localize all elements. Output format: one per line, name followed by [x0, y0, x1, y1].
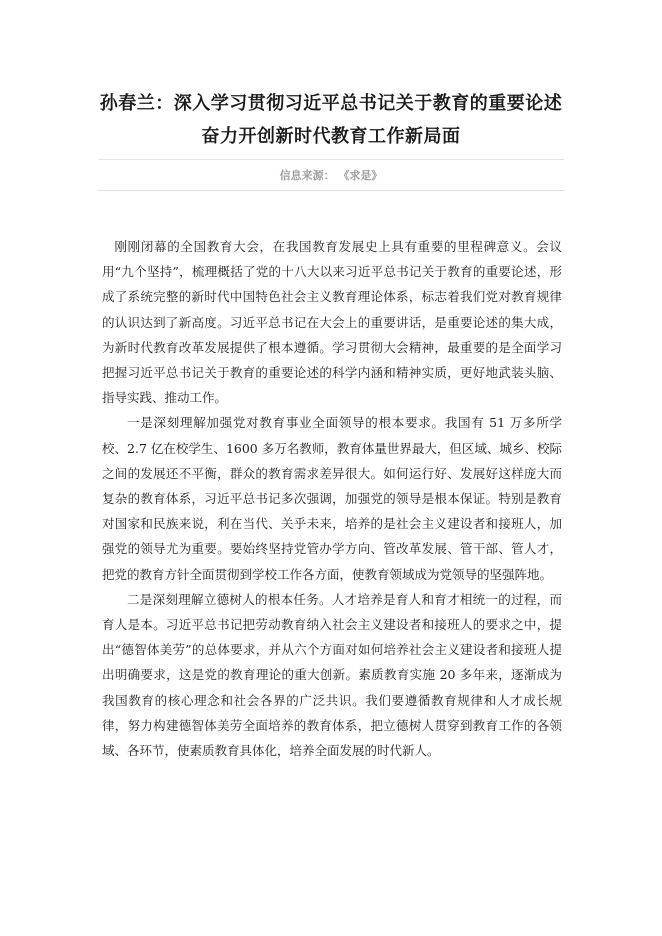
paragraph-point-one: 一是深刻理解加强党对教育事业全面领导的根本要求。我国有 51 万多所学校、2.7 亿在校学生、1600 多万名教师，教育体量世界最大，但区域、城乡、校际之间的发展还不平衡，群众的教育需求差异很大。如何运行好、发展好这样庞大而复杂的教育体系，习近平总书记多次强调，加强党的领导是根本保证。特别是教育对国家和民族来说，利在当代、关乎未来，培养的是社会主义建设者和接班人，加强党的领导尤为重要。要始终坚持党管办学方向、管改革发展、管干部、管人才，把党的教育方针全面贯彻到学校工作各方面，使教育领域成为党领导的坚强阵地。	[102, 415, 562, 582]
article-body	[102, 234, 562, 763]
source-label: 信息来源：	[279, 169, 335, 182]
article-title-line-2: 奋力开创新时代教育工作新局面	[201, 126, 461, 147]
source-value: 《求是》	[338, 169, 383, 182]
paragraph-point-two: 二是深刻理解立德树人的根本任务。人才培养是育人和育才相统一的过程，而育人是本。习近平总书记把劳动教育纳入社会主义建设者和接班人的要求之中，提出“德智体美劳”的总体要求，并从六个方面对如何培养社会主义建设者和接班人提出明确要求，这是党的教育理论的重大创新。素质教育实施 20 多年来，逐渐成为我国教育的核心理念和社会各界的广泛共识。我们要遵循教育规律和人才成长规律，努力构建德智体美劳全面培养的教育体系，把立德树人贯穿到教育工作的各领域、各环节，使素质教育具体化，培养全面发展的时代新人。	[102, 591, 562, 759]
paragraph-intro: 刚刚闭幕的全国教育大会，在我国教育发展史上具有重要的里程碑意义。会议用“九个坚持”，梳理概括了党的十八大以来习近平总书记关于教育的重要论述，形成了系统完整的新时代中国特色社会主义教育理论体系，标志着我们党对教育规律的认识达到了新高度。习近平总书记在大会上的重要讲话，是重要论述的集大成，为新时代教育改革发展提供了根本遵循。学习贯彻大会精神，最重要的是全面学习把握习近平总书记关于教育的重要论述的科学内涵和精神实质，更好地武装头脑、指导实践、推动工作。	[102, 239, 562, 406]
source-line	[98, 167, 564, 183]
header-divider-top	[98, 159, 564, 160]
header-divider-bottom	[98, 190, 564, 191]
article-title-line-1: 孙春兰：深入学习贯彻习近平总书记关于教育的重要论述	[99, 93, 563, 114]
